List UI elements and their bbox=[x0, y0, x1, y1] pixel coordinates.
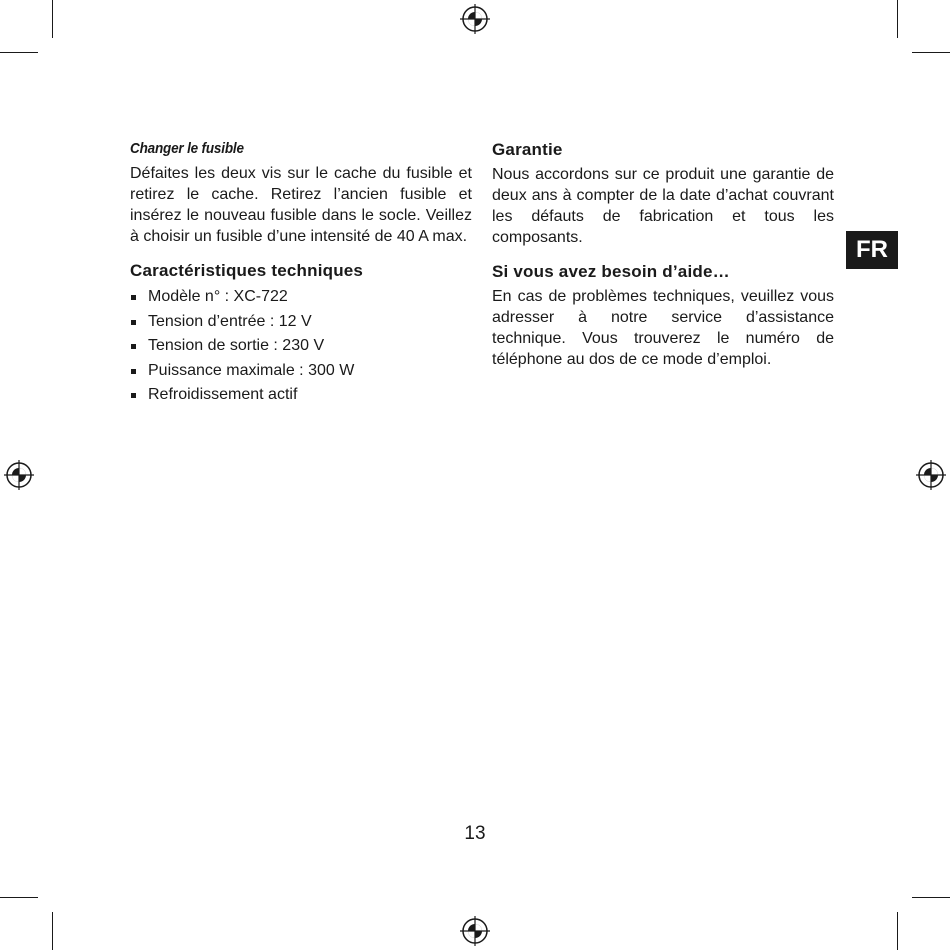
bullet-icon bbox=[131, 295, 136, 300]
specs-list bbox=[130, 285, 472, 408]
list-item: Refroidissement actif bbox=[130, 383, 472, 408]
registration-mark-icon bbox=[916, 460, 946, 490]
help-paragraph: En cas de problèmes techniques, veuillez vous adresser à notre service d’assistance technique. Vous trouverez le numéro de téléphone au dos de ce mode d’emploi. bbox=[492, 288, 834, 368]
crop-mark-icon bbox=[0, 52, 38, 53]
registration-mark-icon bbox=[4, 460, 34, 490]
specs-heading: Caractéristiques techniques bbox=[130, 261, 364, 280]
list-item: Tension d’entrée : 12 V bbox=[130, 310, 472, 335]
help-heading: Si vous avez besoin d’aide… bbox=[492, 262, 730, 281]
warranty-paragraph: Nous accordons sur ce produit une garantie de deux ans à compter de la date d’achat couvrant les défauts de fabrication et tous les composants. bbox=[492, 166, 834, 246]
crop-mark-icon bbox=[912, 52, 950, 53]
crop-mark-icon bbox=[897, 0, 898, 38]
crop-mark-icon bbox=[897, 912, 898, 950]
bullet-icon bbox=[131, 369, 136, 374]
registration-mark-icon bbox=[460, 916, 490, 946]
left-column bbox=[130, 140, 472, 408]
right-column bbox=[492, 140, 834, 370]
fuse-subheading: Changer le fusible bbox=[130, 140, 244, 157]
registration-mark-icon bbox=[460, 4, 490, 34]
bullet-icon bbox=[131, 320, 136, 325]
crop-mark-icon bbox=[0, 897, 38, 898]
crop-mark-icon bbox=[912, 897, 950, 898]
list-item: Puissance maximale : 300 W bbox=[130, 359, 472, 384]
list-item: Modèle n° : XC-722 bbox=[130, 285, 472, 310]
warranty-heading: Garantie bbox=[492, 140, 563, 159]
list-item: Tension de sortie : 230 V bbox=[130, 334, 472, 359]
bullet-icon bbox=[131, 393, 136, 398]
language-tab: FR bbox=[846, 231, 898, 269]
fuse-paragraph: Défaites les deux vis sur le cache du fusible et retirez le cache. Retirez l’ancien fusible et insérez le nouveau fusible dans le socle. Veillez à choisir un fusible d’une intensité de 40 A max. bbox=[130, 165, 472, 245]
crop-mark-icon bbox=[52, 912, 53, 950]
crop-mark-icon bbox=[52, 0, 53, 38]
bullet-icon bbox=[131, 344, 136, 349]
page-number: 13 bbox=[464, 823, 486, 844]
